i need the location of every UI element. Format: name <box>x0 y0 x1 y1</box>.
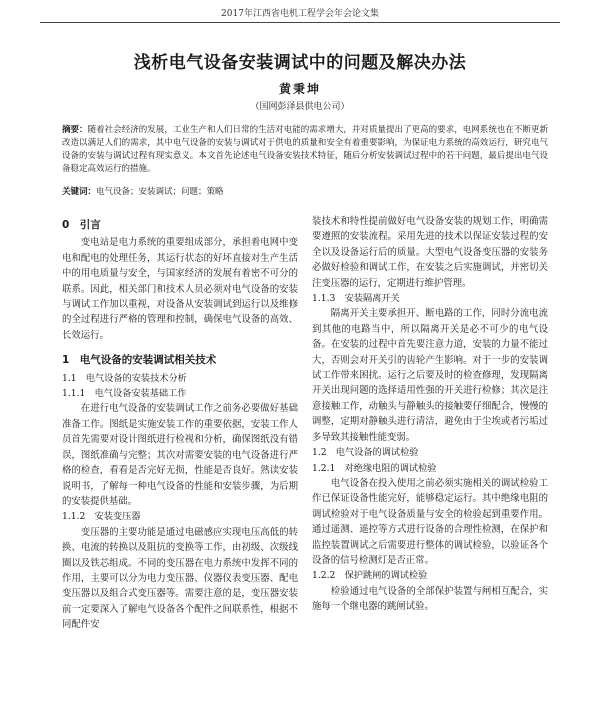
keywords-label: 关键词： <box>62 187 97 197</box>
section-1-2-1-heading: 1.2.1 对绝缘电阻的调试检验 <box>312 462 437 474</box>
paper-title: 浅析电气设备安装调试中的问题及解决办法 <box>133 53 467 73</box>
section-1-1-1-paragraph: 在进行电气设备的安装调试工作之前务必要做好基础准备工作。图纸是实施安装工作的重要依据，安装工作人员首先需要对设计图纸进行检视和分析，确保图纸没有错误，图纸准确与完整；其次对需要安装的电气设备进行严格的检查，看看是否完好无损，性能是否良好。熟读安装说明书，了解每一种电气设备的性能和安装步骤，为后期的安装提供基础。 <box>62 403 298 507</box>
keywords-text: 电气设备；安装调试；问题；策略 <box>96 187 224 197</box>
left-column <box>62 214 298 633</box>
section-1-1-2-heading: 1.1.2 安装变压器 <box>62 511 141 523</box>
section-1-1-1-heading: 1.1.1 电气设备安装基础工作 <box>62 388 187 400</box>
section-1-1-heading: 1.1 电气设备的安装技术分析 <box>62 372 187 384</box>
intro-paragraph: 变电站是电力系统的重要组成部分，承担着电网中变电和配电的处理任务，其运行状态的好坏直接对生产生活中的用电质量与安全，与国家经济的发展有着密不可分的联系。因此，相关部门和技术人员必须对电气设备的安装与调试工作加以重视，对设备从安装调试到运行以及维修的全过程进行严格的管理和控制，确保电气设备的高效、长效运行。 <box>62 237 298 341</box>
intro-heading: 0 引言 <box>62 219 101 231</box>
section-1-heading: 1 电气设备的安装调试相关技术 <box>62 354 217 367</box>
section-1-1-3-heading: 1.1.3 安装隔离开关 <box>312 293 400 305</box>
section-1-2-heading: 1.2 电气设备的调试检验 <box>312 447 419 459</box>
abstract <box>62 124 548 176</box>
section-1-1-2-paragraph: 变压器的主要功能是通过电磁感应实现电压高低的转换、电流的转换以及阻抗的变换等工作，由初级、次级线圈以及铁芯组成。不同的变压器在电力系统中发挥不同的作用，主要可以分为电力变压器、仪器仪表变压器、配电变压器以及组合式变压器等。需要注意的是，变压器安装前一定要深入了解电气设备各个配件之间联系性，根据不同配件安 <box>62 526 298 631</box>
continued-paragraph: 装技术和特性提前做好电气设备安装的规划工作，明确需要遵照的安装流程。采用先进的技术以保证安装过程的安全以及设备运行后的质量。大型电气设备变压器的安装务必做好检验和调试工作，在安装之后实施调试，并密切关注变压器的运行，定期进行维护管理。 <box>312 216 548 289</box>
author-affiliation: （国网彭泽县供电公司） <box>250 102 350 112</box>
author-name: 黄秉坤 <box>278 82 321 96</box>
keywords <box>62 186 548 199</box>
section-1-2-1-paragraph: 电气设备在投入使用之前必须实施相关的调试检验工作已保证设备性能完好，能够稳定运行。其中绝缘电阻的调试检验对于电气设备质量与安全的检验起到重要作用。通过遥测、遥控等方式进行设备的合理性检测，在保护和监控装置调试之后需要进行整体的调试检验，以验证各个设备的信号检测灯是否正常。 <box>312 477 548 566</box>
right-column <box>312 214 548 615</box>
section-1-1-3-paragraph: 隔离开关主要承担开、断电路的工作，同时分流电流到其他的电路当中，所以隔离开关是必不可少的电气设备。在安装的过程中首先要注意力道，安装的力量不能过大，否则会对开关引的齿轮产生影响。对于一步的安装调试工作带来困扰。运行之后要及时的检查修理，发现隔离开关出现问题的选择适用性强的开关进行检修；其次是注意接触工作，动触头与静触头的接触要仔细配合，慢慢的调整，定期对静触头进行清洁，避免由于尘埃或者污垢过多导致其接触性能变弱。 <box>312 308 548 443</box>
abstract-text: 随着社会经济的发展，工业生产和人们日常的生活对电能的需求增大，并对质量提出了更高的要求，电网系统也在不断更新改造以满足人们的需求，其中电气设备的安装与调试对于供电的质量和安全有着重要影响，为保证电力系统的高效运行，研究电气设备的安装与调试过程有现实意义。本文首先论述电气设备安装技术特征，随后分析安装调试过程中的若干问题，最后提出电气设备稳定高效运行的措施。 <box>62 125 548 174</box>
running-header: 2017年江西省电机工程学会年会论文集 <box>221 9 379 19</box>
header-rule <box>40 22 560 23</box>
section-1-2-2-heading: 1.2.2 保护跳闸的调试检验 <box>312 570 428 582</box>
section-1-2-2-paragraph: 检验通过电气设备的全部保护装置与闸相互配合，实施每一个继电器的跳闸试验。 <box>312 585 548 613</box>
abstract-label: 摘要： <box>62 125 88 135</box>
